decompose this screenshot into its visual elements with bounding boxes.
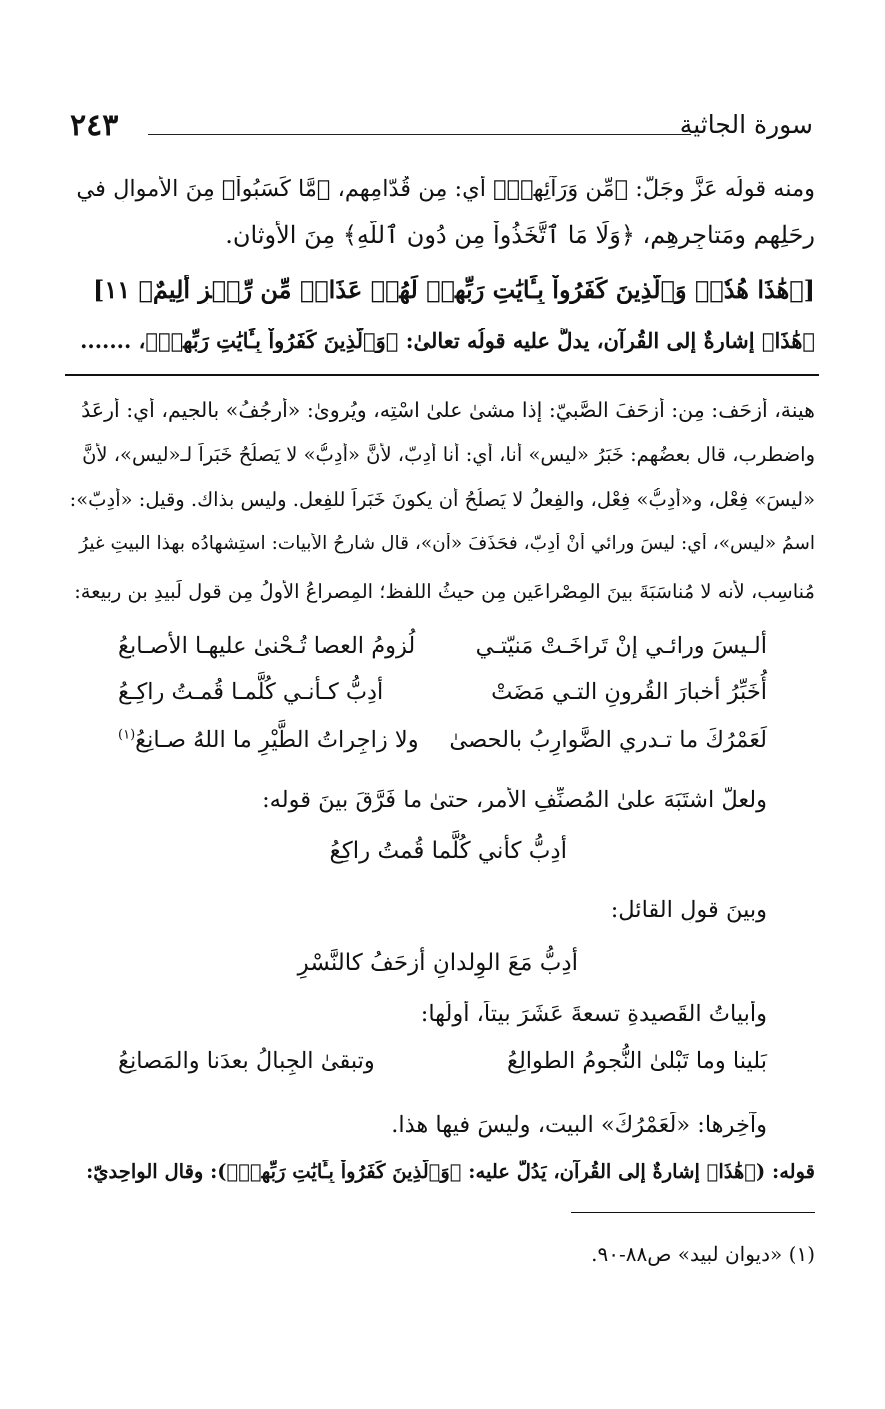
surah-title: سورة الجاثية [679, 110, 813, 139]
main-text-line-2: رِحَلِهِم ومَتاجِرِهِم، ﴿وَلَا مَا ٱتَّخَذُواْ مِن دُونِ ٱللَّهِ﴾ مِنَ الأوثان. [225, 221, 815, 249]
quoted-hemistich-2: أدِبُّ مَعَ الوِلدانِ أزحَفُ كالنَّسْرِ [297, 950, 578, 976]
commentary-line-6: ولعلَّ اشتَبَهَ علىٰ المُصنِّفِ الأمر، حتىٰ ما فَرَّقَ بينَ قوله: [262, 787, 767, 813]
commentary-line-8: وأبياتُ القَصيدةِ تسعةَ عَشَرَ بيتاً، أولُها: [420, 1001, 767, 1027]
commentary-separator [65, 374, 819, 376]
commentary-line-4: اسمُ «ليس»، أي: ليسَ ورائي أنْ أدِبّ، فحَذَفَ «أن»، قال شارحُ الأبيات: استِشهادُه بهذا البيتِ غيرُ [79, 533, 815, 554]
quoted-hemistich-1: أدِبُّ كأني كُلَّما قُمتُ راكِعُ [329, 838, 567, 864]
commentary-line-1: هينة، أزحَف: مِن: أزحَفَ الصَّبيّ: إذا مشىٰ علىٰ اسْتِه، ويُروىٰ: «أرجُفُ» بالجيم، أي: أرعَدُ [81, 398, 815, 422]
commentary-line-9: وآخِرها: «لَعَمْرُكَ» البيت، وليسَ فيها هذا. [391, 1112, 767, 1138]
verse-heading: [﴿هَٰذَا هُدٗىۖ وَٱلَّذِينَ كَفَرُواْ بِـَٔايَٰتِ رَبِّهِمۡ لَهُمۡ عَذَابٞ مِّن رِّجۡزٍ أَلِيمٌ﴾ ١١] [92, 275, 815, 304]
commentary-line-2: واضطرب، قال بعضُهم: خَبَرُ «ليس» أنا، أي: أنا أدِبّ، لأنَّ «أدِبُّ» لا يَصلُحُ خَبَراً لـ«ليس»، لأنَّ [82, 443, 815, 466]
main-text-line-4: ﴿هَٰذَا﴾ إشارةٌ إلى القُرآن، يدلُّ عليه قولُه تعالىٰ: ﴿وَٱلَّذِينَ كَفَرُواْ بِـَٔايَٰتِ رَبِّهِمۡ﴾، ....... [80, 328, 815, 353]
poem2-first-half: بَلينا وما تَبْلىٰ النُّجومُ الطوالِعُ [506, 1048, 767, 1074]
poem-verse-3-second-half-text: ولا زاجِراتُ الطَّيْرِ ما اللهُ صـانِعُ [135, 727, 419, 753]
poem-verse-2-second-half: أدِبُّ كـأنـي كُلَّمـا قُمـتُ راكِـعُ [118, 679, 384, 705]
poem-verse-3-first-half: لَعَمْرُكَ ما تـدري الضَّوارِبُ بالحصىٰ [449, 727, 767, 753]
page-number: ٢٤٣ [70, 108, 119, 143]
poem2-second-half: وتبقىٰ الجِبالُ بعدَنا والمَصانِعُ [118, 1048, 375, 1074]
poem-verse-1-first-half: ألـيسَ ورائـي إنْ تَراخَـتْ مَنيّتـي [475, 633, 767, 659]
commentary-line-10: قوله: (﴿هَٰذَا﴾ إشارةٌ إلى القُرآن، يَدُلُّ عليه: ﴿وَٱلَّذِينَ كَفَرُواْ بِـَٔايَٰتِ رَبِّهِمۡ﴾): وقال الواحِديّ: [86, 1160, 815, 1183]
header-rule [148, 134, 691, 135]
main-text-line-1: ومنه قولُه عَزَّ وجَلّ: ﴿مِّن وَرَآئِهِمۡ﴾ أي: مِن قُدّامِهِم، ﴿مَّا كَسَبُواْ﴾ مِنَ الأموالِ في [76, 176, 815, 202]
footnote-rule [571, 1212, 815, 1213]
page-header [70, 108, 813, 148]
commentary-line-3: «ليسَ» فِعْل، و«أدِبُّ» فِعْل، والفِعلُ لا يَصلُحُ أن يكونَ خَبَراً للفِعل. وليس بذاك. وقيل: «أدِبّ»: [70, 488, 815, 511]
poem-verse-1-second-half: لُزومُ العصا تُـحْنىٰ عليهـا الأصـابعُ [118, 633, 416, 659]
commentary-line-7: وبينَ قولِ القائل: [610, 897, 767, 923]
poem-verse-2-first-half: أُخَبِّرُ أخبارَ القُرونِ التـي مَضَتْ [491, 679, 767, 705]
footnote-marker: (١) [118, 727, 136, 743]
footnote: (١) «ديوان لبيد» ص٨٨-٩٠. [591, 1242, 815, 1266]
poem-verse-3-second-half [118, 727, 419, 753]
commentary-line-5: مُناسِب، لأنه لا مُناسَبَةَ بينَ المِصْراعَينِ مِن حيثُ اللفظ؛ المِصراعُ الأولُ مِن قولِ لَبيدِ بنِ ربيعة: [74, 580, 815, 603]
